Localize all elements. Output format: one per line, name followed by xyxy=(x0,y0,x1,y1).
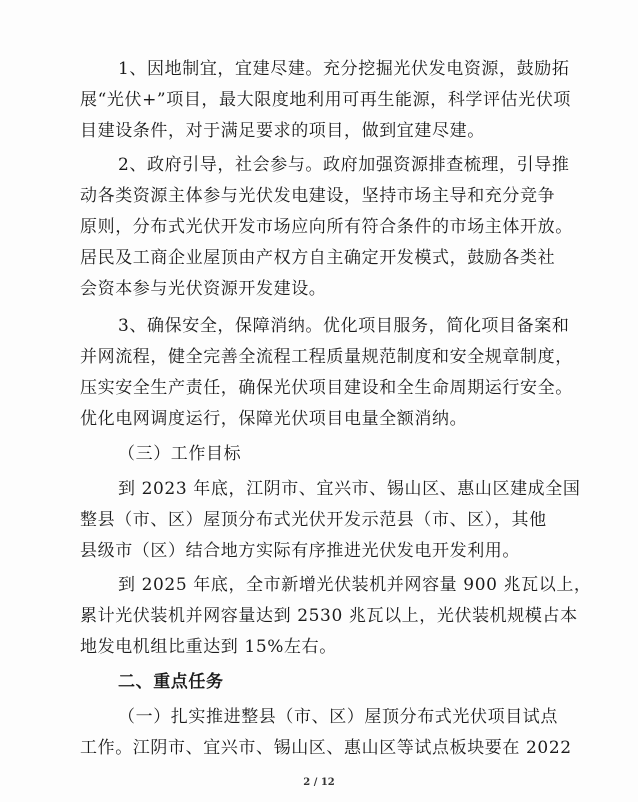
p4-line-1: 到 2023 年底，江阴市、宜兴市、锡山区、惠山区建成全国 xyxy=(118,479,581,499)
p5-line-3: 地发电机组比重达到 15%左右。 xyxy=(80,637,337,657)
p5-line-2: 累计光伏装机并网容量达到 2530 兆瓦以上，光伏装机规模占本 xyxy=(80,606,578,626)
p2-line-5: 会资本参与光伏资源开发建设。 xyxy=(80,279,327,299)
subheading-work-goals: （三）工作目标 xyxy=(118,444,242,464)
p3-line-1: 3、确保安全，保障消纳。优化项目服务，简化项目备案和 xyxy=(118,316,570,336)
p3-line-2: 并网流程，健全完善全流程工程质量规范制度和安全规章制度， xyxy=(80,347,573,367)
p1-line-3: 目建设条件，对于满足要求的项目，做到宜建尽建。 xyxy=(80,121,485,141)
p6-line-1: （一）扎实推进整县（市、区）屋顶分布式光伏项目试点 xyxy=(118,707,558,727)
p4-line-2: 整县（市、区）屋顶分布式光伏开发示范县（市、区），其他 xyxy=(80,510,547,530)
p1-line-2: 展“光伏+”项目，最大限度地利用可再生能源，科学评估光伏项 xyxy=(80,90,572,110)
p4-line-3: 县级市（区）结合地方实际有序推进光伏发电开发利用。 xyxy=(80,541,520,561)
section-heading-key-tasks: 二、重点任务 xyxy=(118,672,224,692)
p2-line-3: 原则，分布式光伏开发市场应向所有符合条件的市场主体开放。 xyxy=(80,217,573,237)
page-number: 2 / 12 xyxy=(303,777,335,788)
p5-line-1: 到 2025 年底，全市新增光伏装机并网容量 900 兆瓦以上， xyxy=(118,575,592,595)
p2-line-2: 动各类资源主体参与光伏发电建设，坚持市场主导和充分竞争 xyxy=(80,186,556,206)
p3-line-4: 优化电网调度运行，保障光伏项目电量全额消纳。 xyxy=(80,409,468,429)
p2-line-1: 2、政府引导，社会参与。政府加强资源排查梳理，引导推 xyxy=(118,155,570,175)
p6-line-2: 工作。江阴市、宜兴市、锡山区、惠山区等试点板块要在 2022 xyxy=(80,738,572,758)
p3-line-3: 压实安全生产责任，确保光伏项目建设和全生命周期运行安全。 xyxy=(80,378,573,398)
p2-line-4: 居民及工商企业屋顶由产权方自主确定开发模式，鼓励各类社 xyxy=(80,248,556,268)
p1-line-1: 1、因地制宜，宜建尽建。充分挖掘光伏发电资源，鼓励拓 xyxy=(118,59,570,79)
